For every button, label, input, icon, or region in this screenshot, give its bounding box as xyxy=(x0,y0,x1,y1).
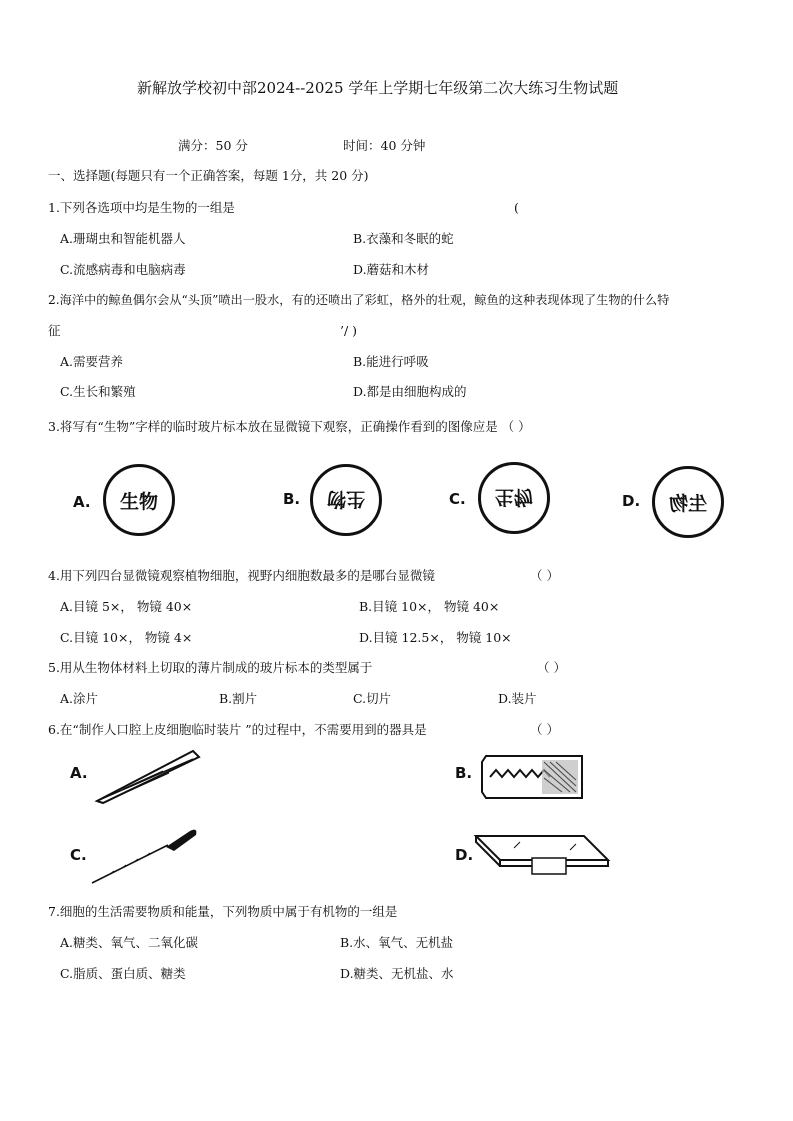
glass-slide-icon xyxy=(474,830,610,880)
q3-image-b xyxy=(310,464,382,536)
q5-option-d: D.装片 xyxy=(498,691,537,706)
q7-option-b: B.水、氧气、无机盐 xyxy=(340,935,454,950)
q2-paren: ’/ ) xyxy=(340,323,358,338)
q5-option-a: A.涂片 xyxy=(60,691,99,706)
q2-option-b: B.能进行呼吸 xyxy=(353,354,429,369)
q6-label-a: A. xyxy=(70,764,88,782)
q3-stem: 3.将写有“生物”字样的临时玻片标本放在显微镜下观察，正确操作看到的图像应是 （ ） xyxy=(48,419,531,434)
dissecting-needle-icon xyxy=(90,825,202,885)
q4-option-b: B.目镜 10×， 物镜 40× xyxy=(359,599,500,614)
tweezers-icon xyxy=(93,745,203,805)
q5-option-c: C.切片 xyxy=(353,691,392,706)
q2-option-d: D.都是由细胞构成的 xyxy=(353,384,467,399)
q6-label-d: D. xyxy=(455,846,474,864)
q6-stem: 6.在“制作人口腔上皮细胞临时装片 ”的过程中，不需要用到的器具是 xyxy=(48,722,427,737)
q2-stem-cont: 征 xyxy=(48,323,61,338)
q4-stem: 4.用下列四台显微镜观察植物细胞，视野内细胞数最多的是哪台显微镜 xyxy=(48,568,435,583)
q1-option-d: D.蘑菇和木材 xyxy=(353,262,430,277)
q6-label-c: C. xyxy=(70,846,87,864)
q3-image-c-text: 生物 xyxy=(494,485,533,508)
q2-stem: 2.海洋中的鲸鱼偶尔会从“头顶”喷出一股水，有的还喷出了彩虹，格外的壮观，鲸鱼的这种表现体现了生物的什么特 xyxy=(48,293,670,307)
exam-time: 时间：40 分钟 xyxy=(343,138,426,153)
q1-stem: 1.下列各选项中均是生物的一组是 xyxy=(48,200,235,215)
q7-option-a: A.糖类、氧气、二氧化碳 xyxy=(60,935,199,950)
razor-blade-icon xyxy=(480,750,588,804)
q3-image-d-text: 生物 xyxy=(668,492,707,515)
q5-paren: （ ） xyxy=(537,660,566,675)
q1-option-c: C.流感病毒和电脑病毒 xyxy=(60,262,186,277)
q3-image-a xyxy=(103,464,175,536)
q4-option-a: A.目镜 5×， 物镜 40× xyxy=(60,599,193,614)
q3-label-b: B. xyxy=(283,490,301,508)
q7-option-d: D.糖类、无机盐、水 xyxy=(340,966,454,981)
section-heading: 一、选择题(每题只有一个正确答案，每题 1分，共 20 分) xyxy=(48,168,369,183)
q4-option-d: D.目镜 12.5×， 物镜 10× xyxy=(359,630,512,645)
q3-image-a-text: 生物 xyxy=(119,490,158,513)
q3-image-c xyxy=(478,462,550,534)
q3-label-a: A. xyxy=(73,493,91,511)
q2-option-c: C.生长和繁殖 xyxy=(60,384,136,399)
q3-label-d: D. xyxy=(622,492,641,510)
q3-image-b-text: 生物 xyxy=(326,487,365,510)
q4-option-c: C.目镜 10×， 物镜 4× xyxy=(60,630,193,645)
q1-option-b: B.衣藻和冬眠的蛇 xyxy=(353,231,454,246)
q5-stem: 5.用从生物体材料上切取的薄片制成的玻片标本的类型属于 xyxy=(48,660,373,675)
q2-option-a: A.需要营养 xyxy=(60,354,124,369)
q1-option-a: A.珊瑚虫和智能机器人 xyxy=(60,231,186,246)
full-score: 满分：50 分 xyxy=(178,138,248,153)
q6-label-b: B. xyxy=(455,764,473,782)
q6-paren: （ ） xyxy=(530,722,559,737)
q7-option-c: C.脂质、蛋白质、糖类 xyxy=(60,966,186,981)
q3-image-d xyxy=(652,466,724,538)
q1-paren: ( xyxy=(514,200,519,215)
q4-paren: （ ） xyxy=(530,568,559,583)
q7-stem: 7.细胞的生活需要物质和能量，下列物质中属于有机物的一组是 xyxy=(48,904,398,919)
q5-option-b: B.割片 xyxy=(219,691,258,706)
q3-label-c: C. xyxy=(449,490,466,508)
page-title: 新解放学校初中部2024--2025 学年上学期七年级第二次大练习生物试题 xyxy=(137,79,619,97)
